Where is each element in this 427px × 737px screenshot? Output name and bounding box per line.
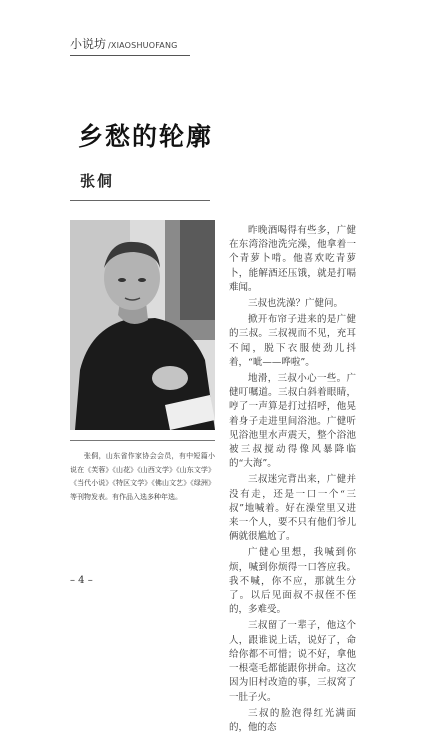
header-divider xyxy=(70,55,190,56)
section-name-pinyin: /XIAOSHUOFANG xyxy=(108,41,178,50)
body-paragraph: 昨晚酒喝得有些多，广健在东湾浴池洗完澡，他拿着一个青萝卜啃。他喜欢吃青萝卜，能解酒还压饿，就是打嗝难闻。 xyxy=(229,225,356,293)
body-paragraph: 三叔也洗澡？广健问。 xyxy=(248,298,344,310)
author-photo xyxy=(70,220,215,430)
section-header xyxy=(70,35,178,52)
author-divider xyxy=(70,200,210,201)
body-paragraph: 掀开布帘子进来的是广健的三叔。三叔视而不见，充耳不闻，脱下衣服使劲儿抖着，“呲——哗啦”。 xyxy=(229,314,356,368)
body-paragraph: 广健心里想，我喊到你烦，喊到你烦得一口答应我。我不喊，你不应，那就生分了。以后见面叔不叔侄不侄的，多难受。 xyxy=(229,547,356,616)
body-paragraph: 三叔迷完背出来，广健并没有走，还是一口一个“三叔”地喊着。好在澡堂里又进来一个人，要不只有他们爷儿俩就很尴尬了。 xyxy=(229,474,356,543)
page-number: – 4 – xyxy=(70,575,93,586)
article-body xyxy=(229,224,356,737)
body-paragraph: 三叔的脸泡得红光满面的，他的态 xyxy=(229,707,356,733)
article-title: 乡愁的轮廓 xyxy=(78,122,214,151)
body-paragraph: 地滑，三叔小心一些。广健叮嘱道。三叔白斜着眼睛，哼了一声算是打过招呼，他晃着身子走进里间浴池。广健听见浴池里水声震天，整个浴池被三叔搅动得像风暴降临的“大海”。 xyxy=(229,373,356,470)
author-bio: 张侗，山东省作家协会会员，有中短篇小说在《芙蓉》《山花》《山西文学》《山东文学》《当代小说》《特区文学》《佛山文艺》《绿洲》等刊物发表。有作品入选多种年选。 xyxy=(70,452,215,501)
article-author: 张侗 xyxy=(80,172,115,190)
body-paragraph: 三叔留了一辈子，他这个人，跟谁说上话，说好了，命给你都不可惜；说不好，拿他一根毫毛都能跟你拼命。这次因为旧村改造的事，三叔窝了一肚子火。 xyxy=(229,620,356,703)
section-name: 小说坊 xyxy=(70,37,107,51)
bio-divider xyxy=(70,440,215,441)
